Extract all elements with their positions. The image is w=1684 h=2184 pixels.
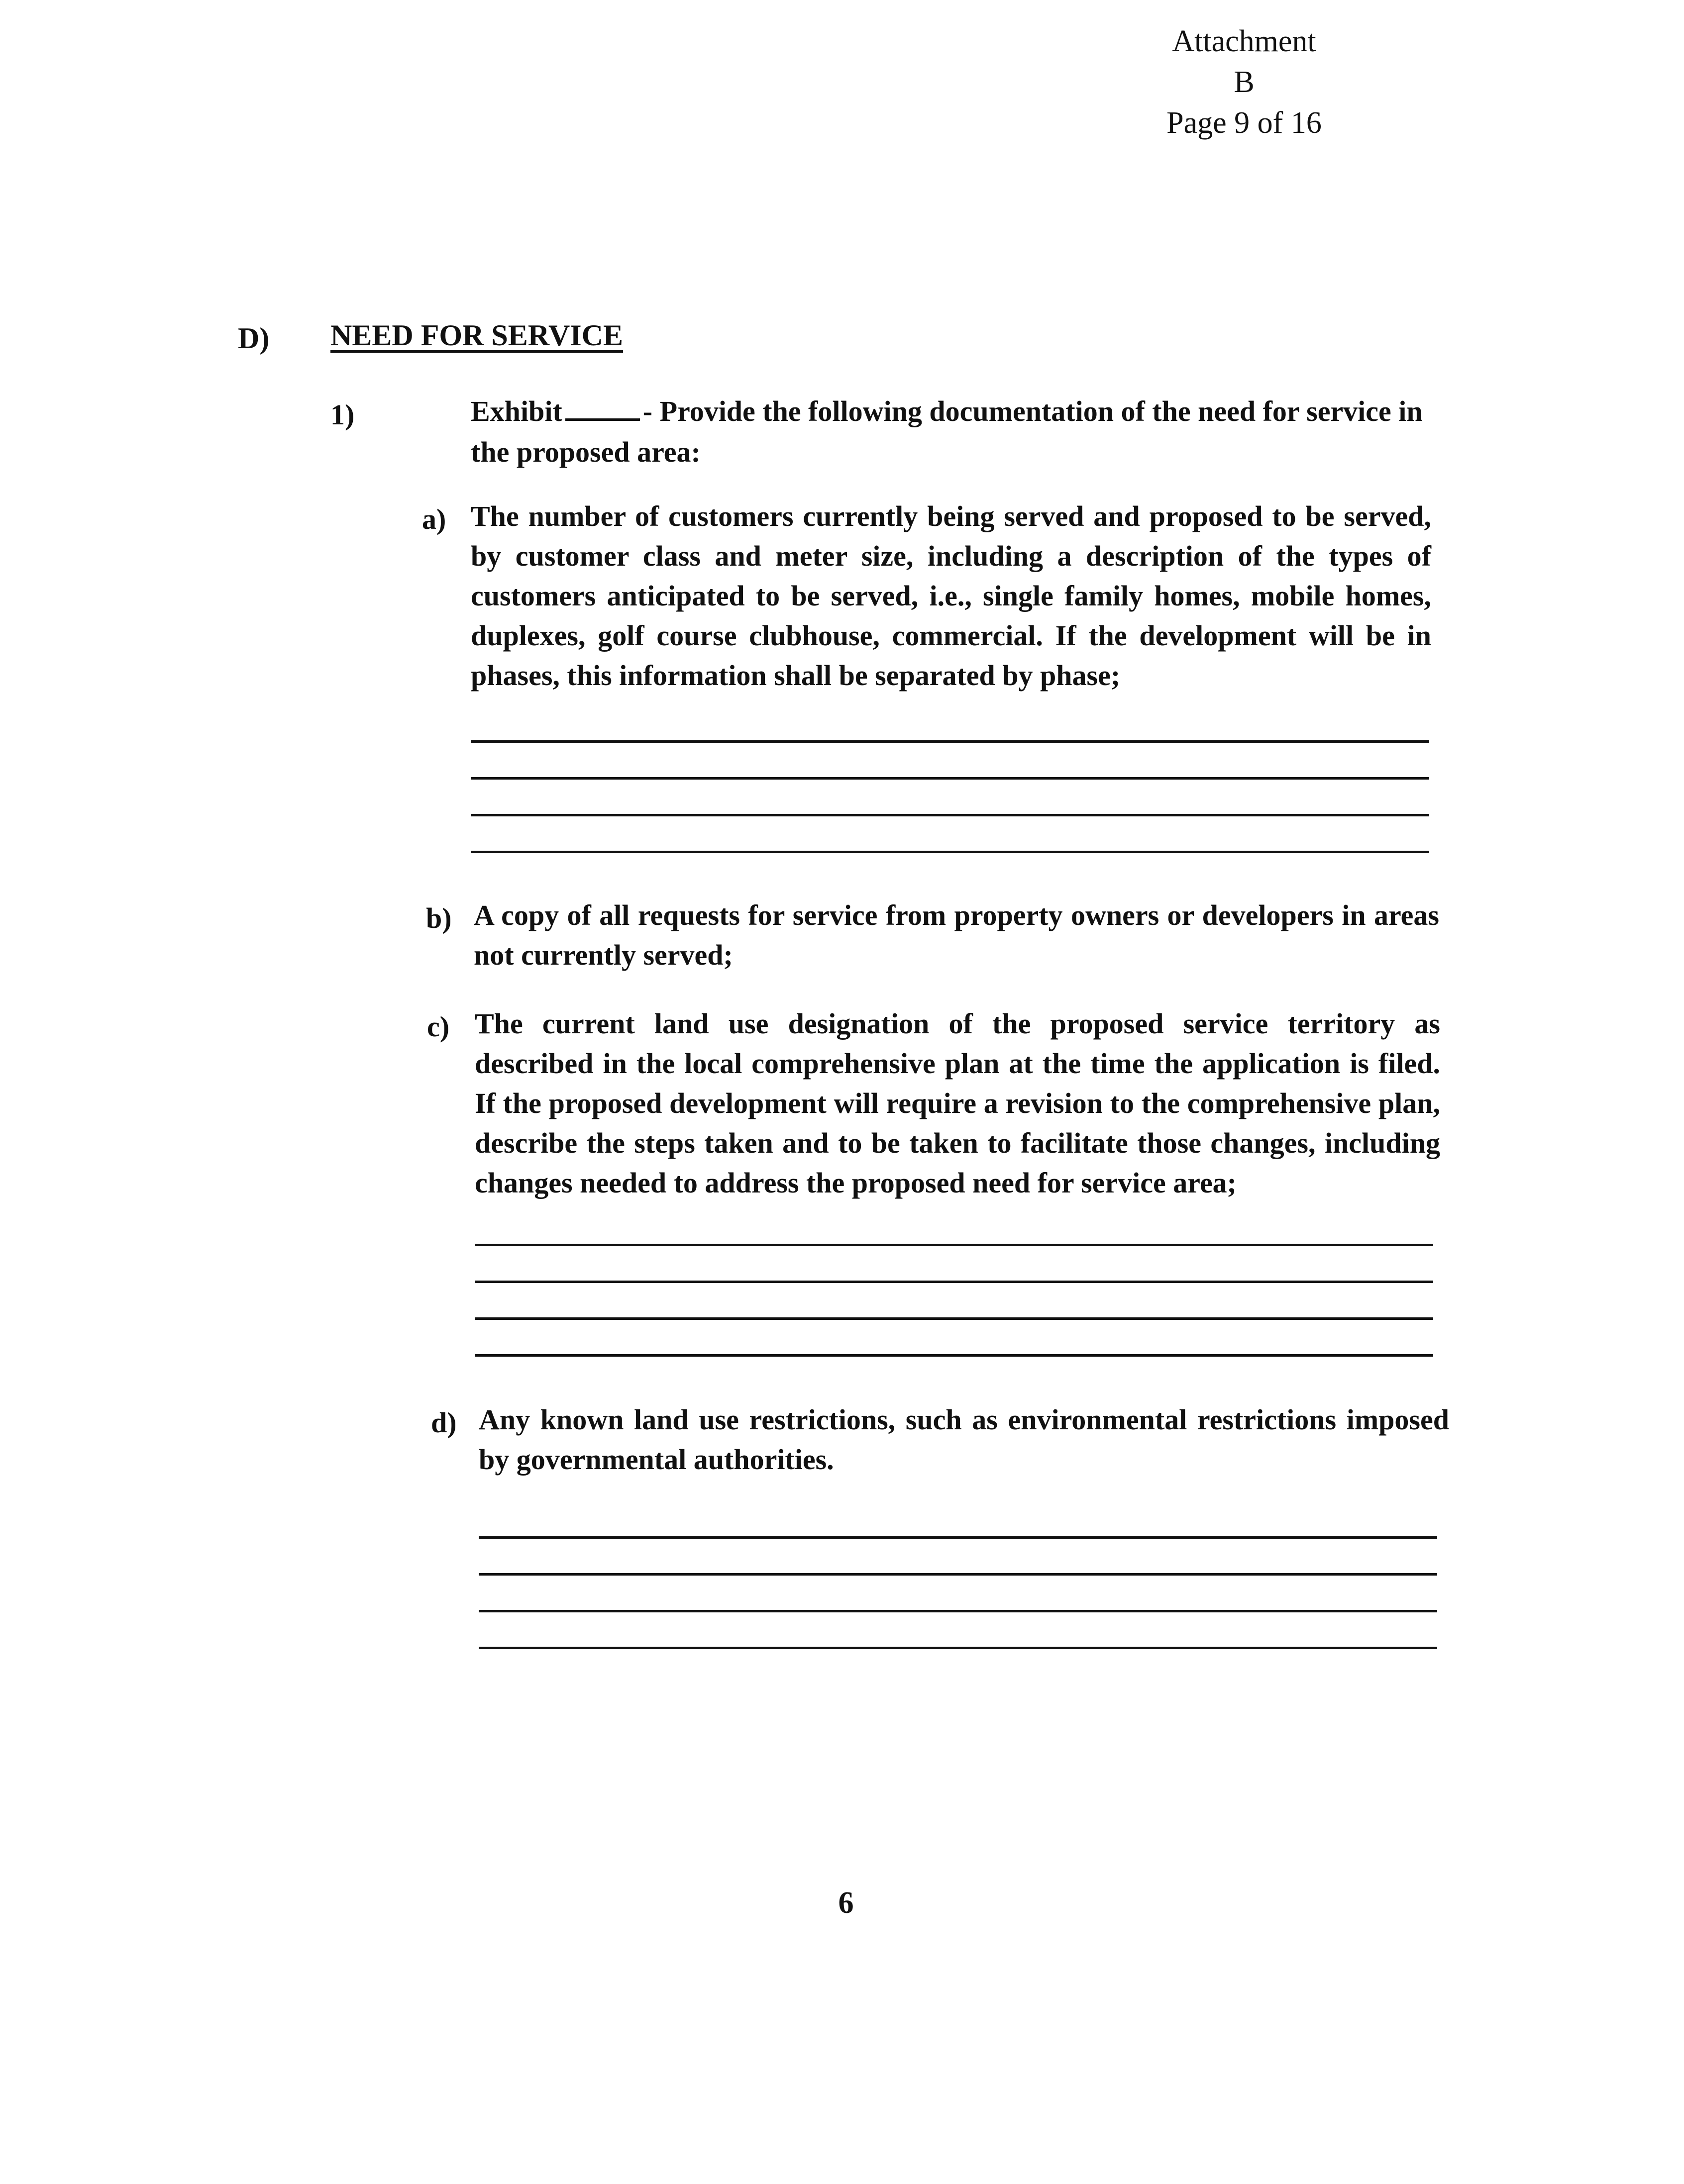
answer-line-a-4[interactable]: [471, 851, 1429, 853]
section-letter: D): [238, 322, 270, 355]
subitem-b-label: b): [426, 902, 452, 934]
answer-line-a-1[interactable]: [471, 740, 1429, 743]
subitem-c-text: The current land use designation of the proposed service territory as described in the local comprehensive plan at the time the application is filed. If the proposed development will require a revision to the comprehensive plan, describe the steps taken and to be taken to facilitate those changes, including changes needed to address the proposed need for service area;: [475, 1007, 1440, 1199]
subitem-b-text: A copy of all requests for service from property owners or developers in areas not currently served;: [474, 899, 1439, 971]
answer-line-c-2[interactable]: [475, 1281, 1433, 1283]
answer-line-a-2[interactable]: [471, 777, 1429, 780]
subitem-c-label: c): [427, 1010, 450, 1043]
answer-line-a-3[interactable]: [471, 814, 1429, 816]
subitem-d-text: Any known land use restrictions, such as environmental restrictions imposed by governmental authorities.: [479, 1403, 1449, 1476]
answer-line-d-1[interactable]: [479, 1536, 1437, 1539]
item-number: 1): [330, 398, 355, 431]
page-number: 6: [838, 1886, 854, 1920]
exhibit-blank[interactable]: [565, 394, 640, 421]
attachment-header: [1159, 21, 1329, 143]
item-1-text: [471, 391, 1451, 473]
answer-line-c-3[interactable]: [475, 1317, 1433, 1320]
answer-line-c-1[interactable]: [475, 1244, 1433, 1246]
answer-line-d-3[interactable]: [479, 1610, 1437, 1612]
answer-line-d-4[interactable]: [479, 1647, 1437, 1649]
section-title: NEED FOR SERVICE: [330, 319, 623, 352]
exhibit-label: Exhibit: [471, 395, 562, 427]
item-1-description: - Provide the following documentation of the need for service in the proposed area:: [471, 395, 1423, 468]
subitem-d-label: d): [431, 1406, 457, 1439]
page-indicator: Page 9 of 16: [1166, 106, 1322, 140]
subitem-a-label: a): [422, 503, 446, 535]
answer-line-c-4[interactable]: [475, 1354, 1433, 1357]
attachment-label: Attachment B: [1172, 24, 1316, 99]
subitem-a-text: The number of customers currently being served and proposed to be served, by customer class and meter size, including a description of the types of customers anticipated to be served, i.e., single family homes, mobile homes, duplexes, golf course clubhouse, commercial. If the development will be in phases, this information shall be separated by phase;: [471, 500, 1431, 692]
answer-line-d-2[interactable]: [479, 1573, 1437, 1576]
